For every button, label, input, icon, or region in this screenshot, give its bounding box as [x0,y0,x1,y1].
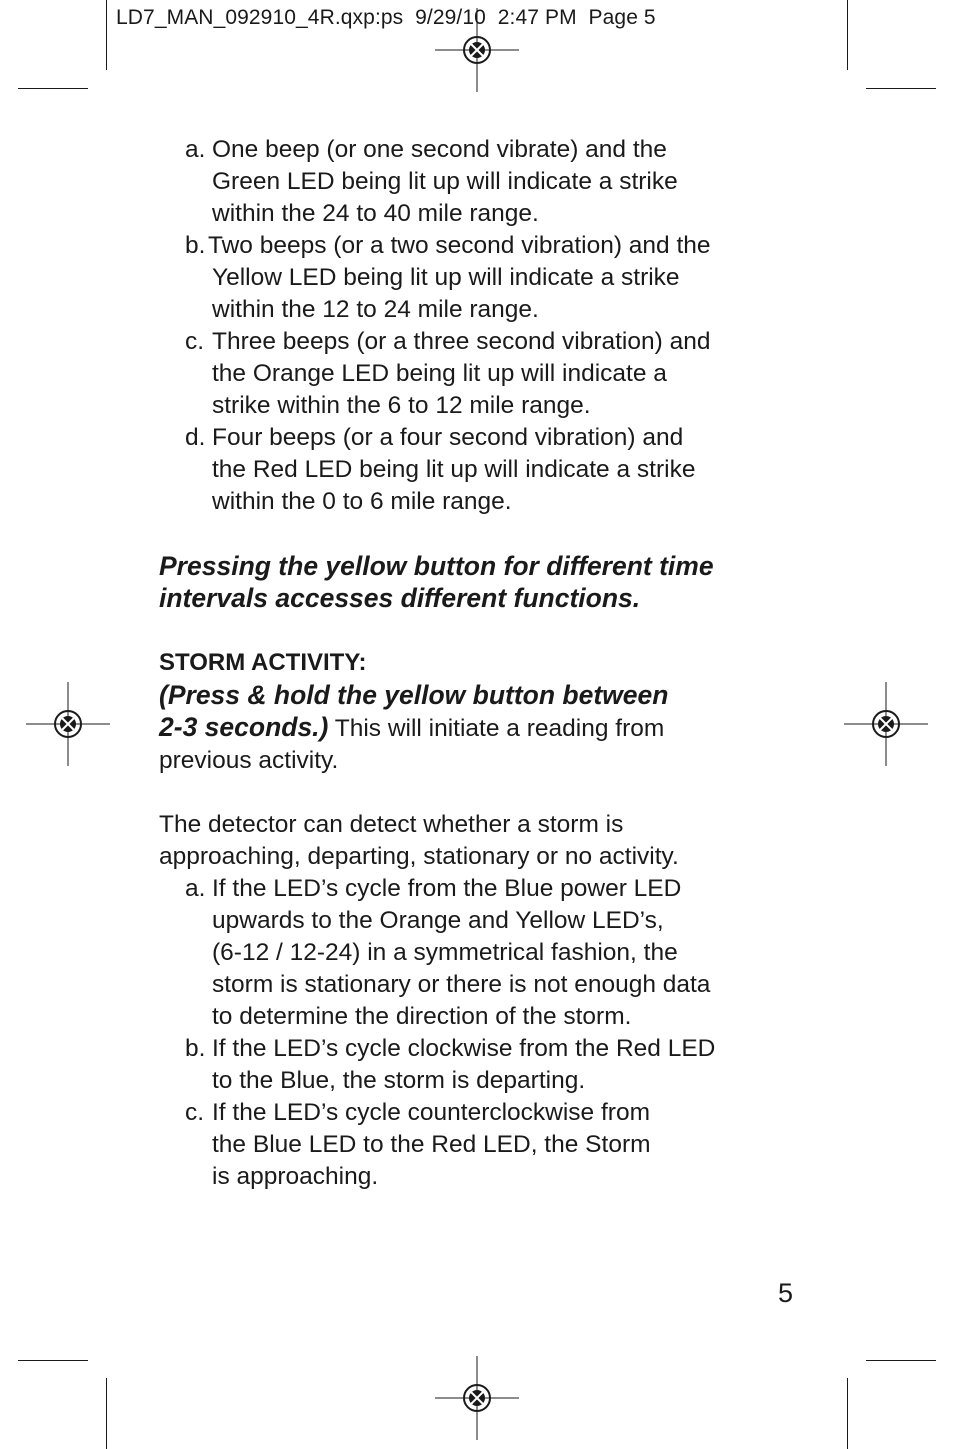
crop-mark [866,1360,936,1361]
text-line: Green LED being lit up will indicate a strike [212,168,678,195]
list-item-label: b. [185,232,206,259]
storm-activity-instructions [159,679,799,777]
list-item [185,134,799,230]
storm-activity-heading: STORM ACTIVITY: [159,649,367,676]
list-item-label: d. [185,424,206,451]
text-line: The detector can detect whether a storm is [159,811,624,838]
text-line: upwards to the Orange and Yellow LED’s, [212,907,664,934]
text-line: to determine the direction of the storm. [212,1003,632,1030]
list-item-text [208,230,799,326]
text-line: is approaching. [212,1163,379,1190]
press-description: This will initiate a reading from [328,715,665,742]
text-line: approaching, departing, stationary or no activity. [159,843,679,870]
crop-mark [106,1378,107,1449]
list-item-text [212,134,799,230]
text-line: previous activity. [159,747,339,774]
crop-mark [18,1360,88,1361]
list-item-label: c. [185,328,205,355]
crop-mark [847,0,848,70]
text-line [159,711,799,745]
print-slug: LD7_MAN_092910_4R.qxp:ps 9/29/10 2:47 PM Page 5 [116,6,656,29]
list-item-text [212,422,799,518]
crop-mark [847,1378,848,1449]
text-line: the Red LED being lit up will indicate a strike [212,456,696,483]
registration-mark-icon [26,682,110,766]
text-line: within the 12 to 24 mile range. [212,296,539,323]
text-line: (Press & hold the yellow button between [159,680,669,710]
press-duration: 2-3 seconds.) [159,712,329,742]
list-item [185,230,799,326]
list-item-label: a. [185,875,206,902]
list-item [185,326,799,422]
text-line: One beep (or one second vibrate) and the [212,136,667,163]
list-item [185,873,799,1033]
text-line: If the LED’s cycle from the Blue power LED [212,875,682,902]
crop-mark [18,88,88,89]
text-line: (6-12 / 12-24) in a symmetrical fashion, the [212,939,678,966]
list-item [185,1033,799,1097]
list-item-label: b. [185,1035,206,1062]
text-line: to the Blue, the storm is departing. [212,1067,586,1094]
text-line: Pressing the yellow button for different time [159,551,714,581]
led-indication-list [159,134,799,518]
list-item-text [212,1033,799,1097]
text-line: intervals accesses different functions. [159,583,641,613]
text-line: Three beeps (or a three second vibration) and [212,328,711,355]
list-item [185,422,799,518]
registration-mark-icon [435,1356,519,1440]
text-line: Yellow LED being lit up will indicate a strike [212,264,680,291]
text-line: Four beeps (or a four second vibration) and [212,424,684,451]
text-line: If the LED’s cycle counterclockwise from [212,1099,650,1126]
text-line: within the 24 to 40 mile range. [212,200,539,227]
detector-paragraph [159,809,799,873]
text-line: within the 0 to 6 mile range. [212,488,512,515]
page-content [159,134,799,1193]
crop-mark [106,0,107,70]
list-item [185,1097,799,1193]
crop-mark [866,88,936,89]
button-functions-note [159,550,799,614]
list-item-label: c. [185,1099,205,1126]
list-item-label: a. [185,136,206,163]
text-line: the Orange LED being lit up will indicate a [212,360,667,387]
storm-direction-list [159,873,799,1193]
text-line: Two beeps (or a two second vibration) and the [208,232,711,259]
list-item-text [212,873,799,1033]
text-line: the Blue LED to the Red LED, the Storm [212,1131,651,1158]
text-line: storm is stationary or there is not enough data [212,971,711,998]
text-line: strike within the 6 to 12 mile range. [212,392,591,419]
list-item-text [212,326,799,422]
list-item-text [212,1097,799,1193]
page-number: 5 [778,1278,794,1308]
text-line: If the LED’s cycle clockwise from the Red LED [212,1035,716,1062]
registration-mark-icon [844,682,928,766]
